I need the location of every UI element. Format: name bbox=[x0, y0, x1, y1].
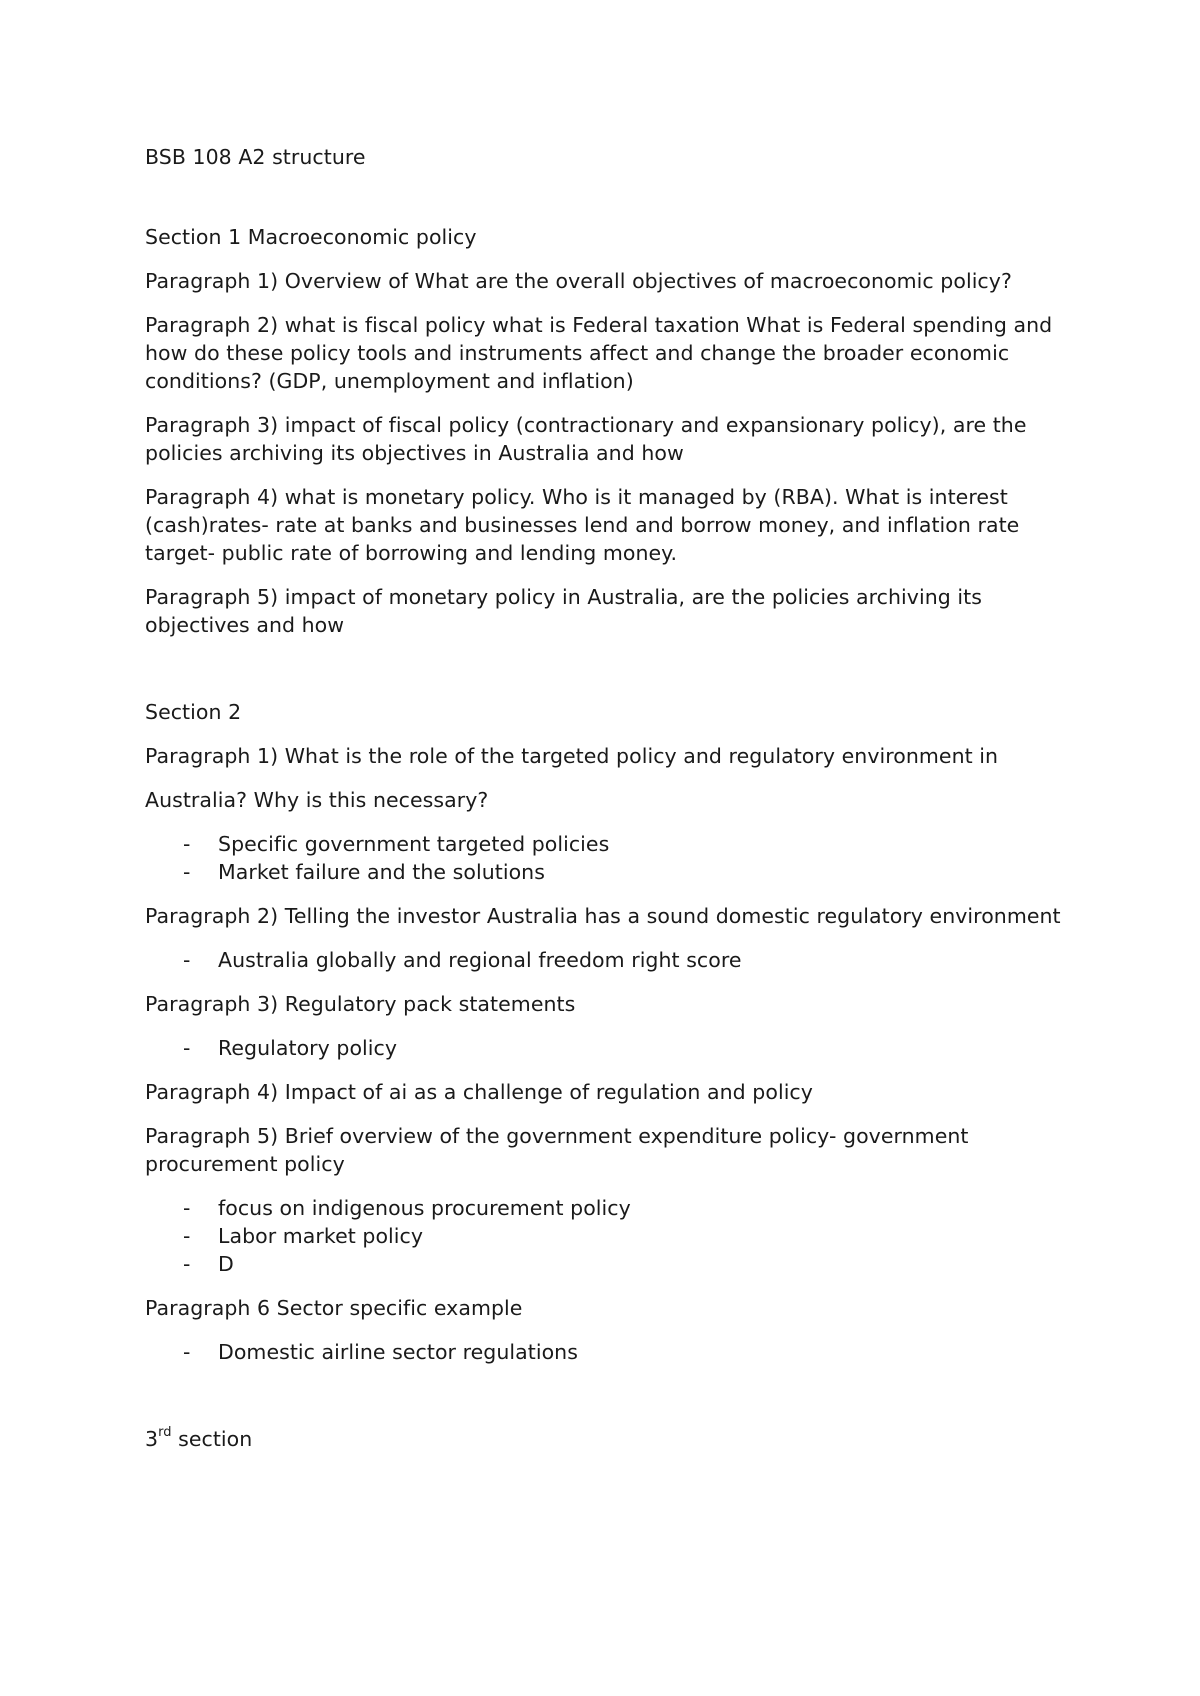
dash-marker: - bbox=[183, 1252, 191, 1276]
list-item bbox=[145, 830, 1065, 858]
list-item bbox=[145, 858, 1065, 886]
list-item-text: Specific government targeted policies bbox=[218, 832, 610, 856]
section-2-paragraph-4: Paragraph 4) Impact of ai as a challenge of regulation and policy bbox=[145, 1080, 813, 1104]
list-item bbox=[145, 1194, 1065, 1222]
list-item bbox=[145, 946, 1065, 974]
section-3-number: 3 bbox=[145, 1427, 159, 1451]
list-item-text: Regulatory policy bbox=[218, 1036, 398, 1060]
dash-marker: - bbox=[183, 948, 191, 972]
section-2-paragraph-2-list bbox=[145, 946, 1065, 974]
section-2-paragraph-1: Paragraph 1) What is the role of the targeted policy and regulatory environment in bbox=[145, 744, 999, 768]
dash-marker: - bbox=[183, 1036, 191, 1060]
section-1-paragraph-3: Paragraph 3) impact of fiscal policy (contractionary and expansionary policy), are the policies archiving its objectives in Australia and how bbox=[145, 413, 1027, 465]
dash-marker: - bbox=[183, 1196, 191, 1220]
section-3-heading bbox=[145, 1425, 1065, 1453]
list-item-text: D bbox=[218, 1252, 234, 1276]
list-item bbox=[145, 1250, 1065, 1278]
list-item bbox=[145, 1034, 1065, 1062]
section-3-label: section bbox=[171, 1427, 253, 1451]
list-item-text: Domestic airline sector regulations bbox=[218, 1340, 578, 1364]
section-2-paragraph-6-list bbox=[145, 1338, 1065, 1366]
section-2-paragraph-1-continuation: Australia? Why is this necessary? bbox=[145, 788, 489, 812]
list-item-text: Market failure and the solutions bbox=[218, 860, 545, 884]
list-item-text: Australia globally and regional freedom right score bbox=[218, 948, 742, 972]
section-1-paragraph-4: Paragraph 4) what is monetary policy. Who is it managed by (RBA). What is interest (cash)rates- rate at banks and businesses lend and borrow money, and inflation rate target- public rate of borrowing and lending money. bbox=[145, 485, 1020, 565]
section-1-paragraph-1: Paragraph 1) Overview of What are the overall objectives of macroeconomic policy? bbox=[145, 269, 1012, 293]
dash-marker: - bbox=[183, 1340, 191, 1364]
section-2-heading: Section 2 bbox=[145, 700, 242, 724]
section-1-heading: Section 1 Macroeconomic policy bbox=[145, 225, 477, 249]
document-body bbox=[145, 143, 1065, 1469]
document-title: BSB 108 A2 structure bbox=[145, 145, 366, 169]
section-1-paragraph-5: Paragraph 5) impact of monetary policy in Australia, are the policies archiving its objectives and how bbox=[145, 585, 982, 637]
section-2-paragraph-6: Paragraph 6 Sector specific example bbox=[145, 1296, 523, 1320]
section-2-paragraph-2: Paragraph 2) Telling the investor Australia has a sound domestic regulatory environment bbox=[145, 904, 1061, 928]
section-2-paragraph-3: Paragraph 3) Regulatory pack statements bbox=[145, 992, 576, 1016]
list-item bbox=[145, 1338, 1065, 1366]
section-2-paragraph-1-list bbox=[145, 830, 1065, 886]
section-2-paragraph-5-list bbox=[145, 1194, 1065, 1278]
section-3-ordinal-suffix: rd bbox=[158, 1425, 172, 1441]
list-item-text: Labor market policy bbox=[218, 1224, 424, 1248]
dash-marker: - bbox=[183, 860, 191, 884]
list-item-text: focus on indigenous procurement policy bbox=[218, 1196, 631, 1220]
section-2-paragraph-3-list bbox=[145, 1034, 1065, 1062]
list-item bbox=[145, 1222, 1065, 1250]
dash-marker: - bbox=[183, 832, 191, 856]
section-2-paragraph-5: Paragraph 5) Brief overview of the government expenditure policy- government procurement policy bbox=[145, 1124, 969, 1176]
dash-marker: - bbox=[183, 1224, 191, 1248]
section-1-paragraph-2: Paragraph 2) what is fiscal policy what is Federal taxation What is Federal spending and how do these policy tools and instruments affect and change the broader economic conditions? (GDP, unemployment and inflation) bbox=[145, 313, 1053, 393]
